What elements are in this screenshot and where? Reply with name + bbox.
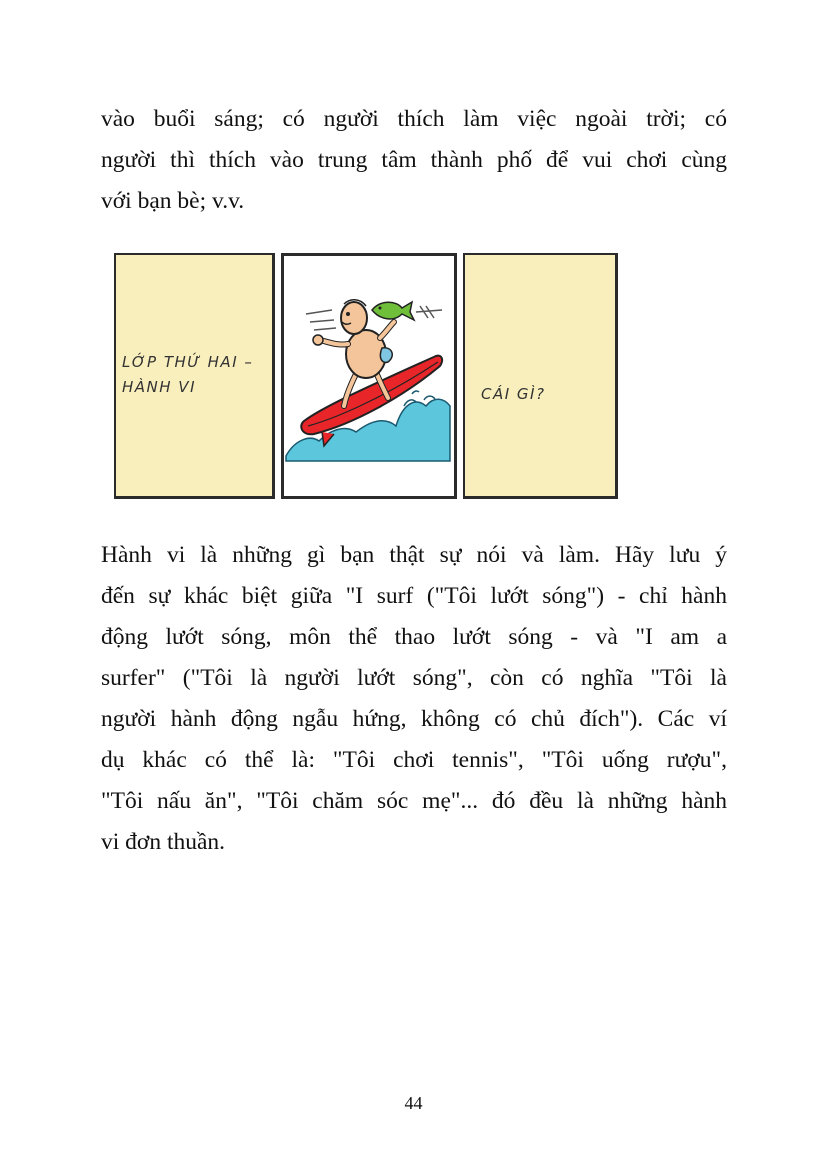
fish-shape [372,302,414,320]
surfer-head [341,302,367,334]
paragraph-bottom [101,535,727,863]
panel-caption-left [122,350,253,400]
text-line: với bạn bè; v.v. [101,188,245,214]
text-line: "Tôi nấu ăn", "Tôi chăm sóc mẹ"... đó đều là những hành [101,788,727,814]
text-line: surfer" ("Tôi là người lướt sóng", còn có nghĩa "Tôi là [101,665,727,691]
text-line: vi đơn thuần. [101,829,226,855]
comic-panel-right [463,253,618,499]
comic-strip [112,253,619,501]
text-line: người hành động ngẫu hứng, không có chủ đích"). Các ví [101,706,727,732]
page-number: 44 [404,1093,423,1113]
text-line: Hành vi là những gì bạn thật sự nói và làm. Hãy lưu ý [101,542,727,568]
paragraph-top [101,99,727,222]
text-line: người thì thích vào trung tâm thành phố để vui chơi cùng [101,147,727,173]
text-line: động lướt sóng, môn thể thao lướt sóng - và "I am a [101,624,727,650]
caption-line: HÀNH VI [122,378,196,396]
text-line: dụ khác có thể là: "Tôi chơi tennis", "Tôi uống rượu", [101,747,727,773]
caption-line: LỚP THỨ HAI – [122,353,254,371]
surfer-cartoon-icon [284,256,454,496]
panel-caption-right: CÁI GÌ? [481,385,546,403]
comic-panel-middle [281,253,457,499]
comic-panel-left [114,253,275,499]
text-line: vào buổi sáng; có người thích làm việc ngoài trời; có [101,106,727,132]
text-line: đến sự khác biệt giữa "I surf ("Tôi lướt sóng") - chỉ hành [101,583,727,609]
